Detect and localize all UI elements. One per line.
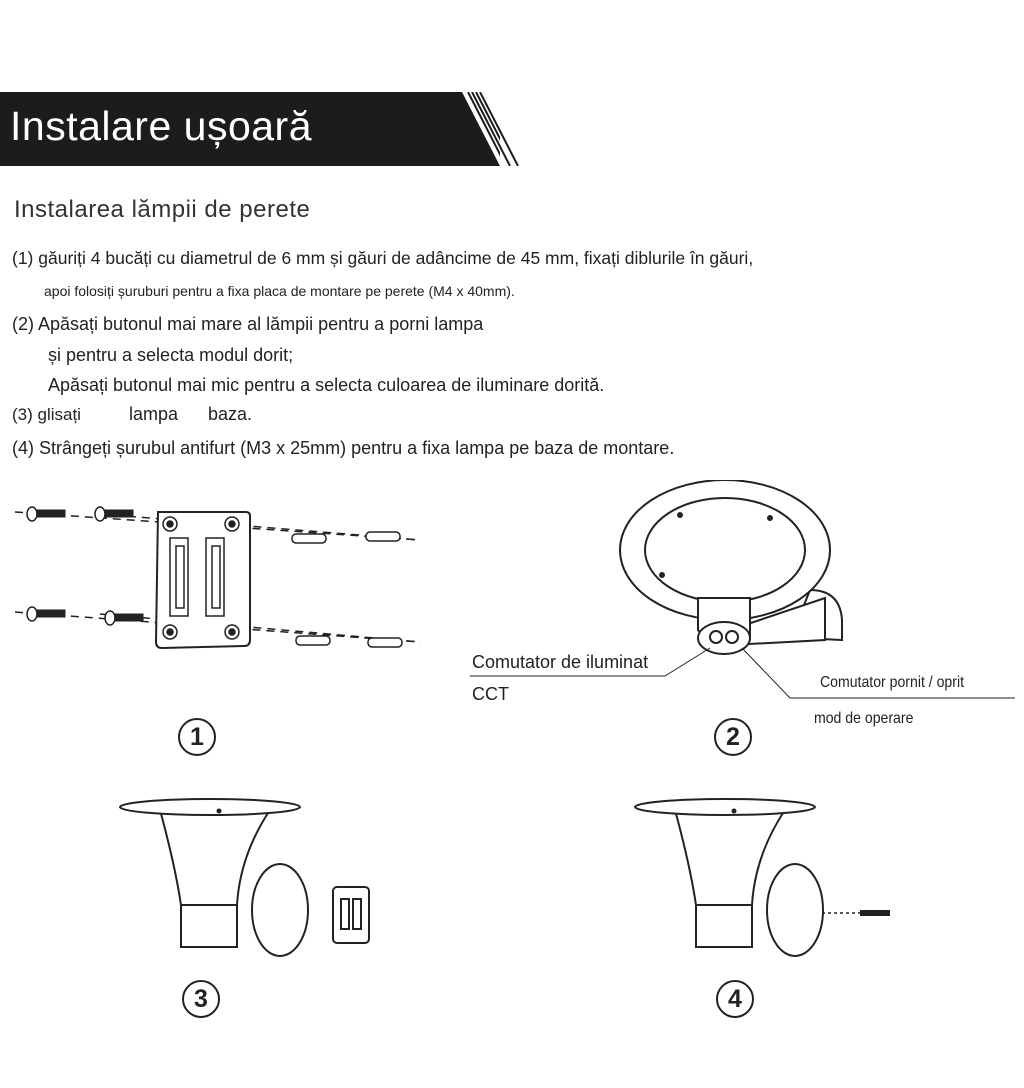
figure-1-number: 1 xyxy=(178,718,216,756)
banner-slash-icon xyxy=(460,92,530,166)
label-cct-switch-line-2: CCT xyxy=(472,684,509,704)
step-1-line-2: apoi folosiți șuruburi pentru a fixa placa de montare pe perete (M4 x 40mm). xyxy=(44,283,515,299)
label-cct-switch-line-1: Comutator de iluminat xyxy=(472,652,649,672)
figure-1-mounting-plate-diagram xyxy=(10,490,430,660)
step-2-line-1: (2) Apăsați butonul mai mare al lămpii pentru a porni lampa xyxy=(12,314,484,334)
figure-2-number: 2 xyxy=(714,718,752,756)
figure-3-number: 3 xyxy=(182,980,220,1018)
step-2-line-3: Apăsați butonul mai mic pentru a selecta culoarea de iluminare dorită. xyxy=(48,375,605,395)
figure-4-number: 4 xyxy=(716,980,754,1018)
label-power-switch-line-1: Comutator pornit / oprit xyxy=(820,674,964,691)
step-1-line-1: (1) găuriți 4 bucăți cu diametrul de 6 mm și găuri de adâncime de 45 mm, fixați diblurile în găuri, xyxy=(12,248,754,268)
figure-4-lamp-with-screw xyxy=(630,795,900,965)
label-power-switch-line-2: mod de operare xyxy=(814,710,914,727)
figure-3-lamp-side-view xyxy=(115,795,395,965)
step-3-part-b: lampa xyxy=(128,404,178,424)
step-3-part-c: baza. xyxy=(208,404,253,424)
page-title: Instalare ușoară xyxy=(10,103,313,149)
step-3-part-a: (3) glisați xyxy=(12,405,81,424)
step-3 xyxy=(12,404,252,425)
step-2-line-2: și pentru a selecta modul dorit; xyxy=(48,345,294,365)
step-4: (4) Strângeți șurubul antifurt (M3 x 25mm) pentru a fixa lampa pe baza de montare. xyxy=(12,438,675,458)
section-subtitle: Instalarea lămpii de perete xyxy=(14,196,311,223)
